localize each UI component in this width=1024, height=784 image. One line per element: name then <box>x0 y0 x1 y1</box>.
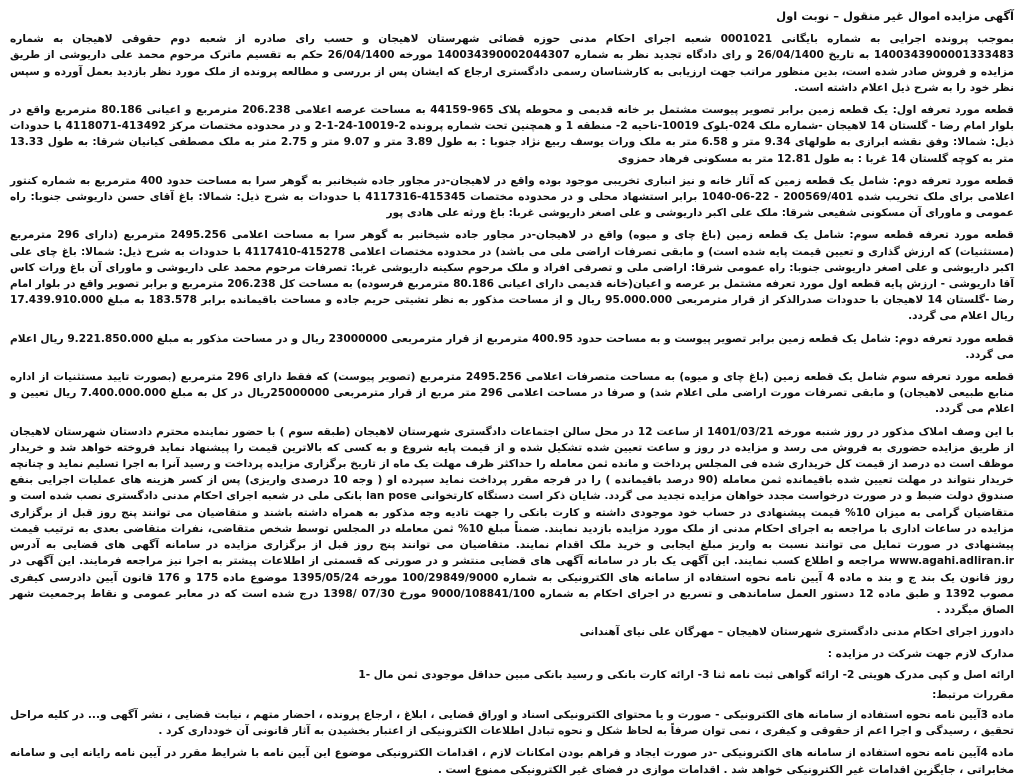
signature-line: دادورز اجرای احکام مدنی دادگستری شهرستان لاهیجان – مهرگان علی نیای آهندانی <box>579 626 1014 639</box>
lot-two-valuation-paragraph: قطعه مورد تعرفه دوم: شامل یک قطعه زمین برابر تصویر پیوست و به مساحت حدود 400.95 مترمربع از قرار مترمربعی 23000000 ریال و در مساحت مذکور به مبلغ 9.221.850.000 ریال اعلام می گردد. <box>10 332 1014 361</box>
lot-three-valuation-paragraph: قطعه مورد تعرفه سوم شامل یک قطعه زمین (باغ چای و میوه) به مساحت متصرفات اعلامی 2495.256 مترمربع (تصویر پیوست) که فقط دارای 296 مترمربع (بصورت تایید مستثنیات از اداره منابع طبیعی لاهیجان) و مابقی تصرفات مورت اراضی ملی اعلام شد) و صرفا در مساحت اعلامی 296 متر مربع از قرار مترمربعی 25000000ریال در کل به مبلغ 7.400.000.000 ریال تعیین و اعلام می گردد. <box>10 371 1015 416</box>
regulations-label: مقررات مرتبط: <box>932 688 1014 701</box>
regulation-article-3: ماده 3آیین نامه نحوه استفاده از سامانه های الکترونیکی - صورت و یا محتوای الکترونیکی اسناد و اوراق قضایی ، ابلاغ ، ارجاع پرونده ، احضار متهم ، نیابت قضایی ، نشر آگهی و... در کلیه مراحل تحقیق ، رسیدگی و اجرا اعم از حقوقی و کیفری ، نمی توان صرفاً به لحاظ شکل و نحوه تبادل اطلاعات الکترونیکی از اعتبار بخشیدن به آثار قانونی آن خودداری کرد . <box>10 708 1014 738</box>
lot-three-paragraph: قطعه مورد تعرفه قطعه سوم: شامل یک قطعه زمین (باغ چای و میوه) واقع در لاهیجان-در مجاور جاده شیخانبر به گوهر سرا به مساحت اعلامی 2495.256 مترمربع (دارای 296 مترمربع (مستثنیات) که ارزش گذاری و تعیین قیمت پایه شده است) و مابقی تصرفات اراضی ملی می باشد) در محدوده مختصات اعلامی 415278-4117410 با حدودات به شرح ذیل: شمالا: باغ چای علی اکبر داریوشی و علی اصغر داریوشی جنوبا: راه عمومی شرقا: اراضی ملی و تصرفی افراد و ملک مرحوم سکینه داریوشی غربا: تصرفات مرحوم محمد علی داریوشی و ماورای آن باغ ورات کاس آقا داریوشی - ارزش پایه قطعه اول مورد تعرفه مشتمل بر عرصه و اعیان(خانه قدیمی دارای اعیانی 80.186 مترمربع فرسوده) به مساحت کل 206.238 مترمربع و برابر تصویر واقع در بلوار امام رضا -گلستان 14 لاهیجان با حدودات صدرالذکر از قرار مترمربعی 95.000.000 ریال و از مساحت مذکور به نظر تشیتی حریم جاده و مساحت باقیمانده برابر 183.578 به مبلغ 17.439.910.000 ریال اعلام می گردد. <box>10 229 1014 323</box>
required-docs-text: ارائه اصل و کپی مدرک هویتی 2- ارائه گواهی ثبت نامه ثنا 3- ارائه کارت بانکی و رسید بانکی مبین حداقل موجودی ثمن مال -1 <box>358 668 1014 681</box>
lot-two-paragraph: قطعه مورد تعرفه دوم: شامل یک قطعه زمین که آثار خانه و نیز انباری تخریبی موجود بوده واقع در لاهیجان-در مجاور جاده شیخانبر به گوهر سرا به مساحت حدود 400 مترمربع به شماره کنتور اعلامی برای ملک تخریب شده 200569/401 - 22-06-1040 برابر استشهاد محلی و در محدوده مختصات 415345-4117316 با حدودات به شرح ذیل: شمالا: باغ آقای حسن داریوشی جنوبا: راه عمومی و ماورای آن مسکونی شفیعی شرقا: ملک علی اکبر داریوشی و علی اصغر داریوشی غربا: باغ ورثه علی هادی پور <box>10 174 1014 220</box>
regulation-article-4: ماده 4آیین نامه نحوه استفاده از سامانه های الکترونیکی -در صورت ایجاد و فراهم بودن امکانات لازم ، اقدامات الکترونیکی موضوع این آیین نامه با شرایط مقرر در آیین نامه رایانه ایی و سامانه مخابراتی ، جایگزین اقدامات غیر الکترونیکی خواهد شد . اقدامات موازی در فضای غیر الکترونیکی ممنوع است . <box>10 747 1014 776</box>
lot-one-paragraph: قطعه مورد تعرفه اول: یک قطعه زمین برابر تصویر پیوست مشتمل بر خانه قدیمی و محوطه پلاک 965-44159 به مساحت عرصه اعلامی 206.238 مترمربع و اعیانی 80.186 مترمربع واقع در بلوار امام رضا - گلستان 14 لاهیجان -شماره ملک 024-بلوک 10019-ناحیه 2- منطقه 1 و همچنین تحت شماره پرونده 2-10019-24-1-2 و در محدوده مختصات مرکز 413492-4118071 با حدودات ذیل: شمالا: وفق نقشه ابرازی به طولهای 9.34 متر و 6.58 متر به ملک ورات یوسف ربیع نژاد جنوبا : به طول 3.89 متر و 9.07 متر و 2.75 متر به ملک مصطفی کیانیان شرقا: به طول 13.33 متر به کوچه گلستان 14 غربا : به طول 12.81 متر به مسکونی فرهاد حمزوی <box>10 104 1014 165</box>
auction-terms-paragraph: با این وصف املاک مذکور در روز شنبه مورخه 1401/03/21 از ساعت 12 در محل سالن اجتماعات دادگستری شهرستان لاهیجان (طبقه سوم ) با حضور نماینده محترم دادستان شهرستان لاهیجان از طریق مزایده حضوری به فروش می رسد و مزایده در روز و ساعت تعیین شده تشکیل شده و از قیمت پایه شروع و به کسی که بالاترین قیمت را پیشنهاد نماید فروخته خواهد شد و خریدار موظف است ده درصد از قیمت کل خریداری شده فی المجلس پرداخت و مانده ثمن معامله را حداکثر ظرف مهلت یک ماه از تاریخ برگزاری مزایده پرداخت و رسید آنرا به اجرا تسلیم نماید و چنانچه خریدار نتواند در مهلت تعیین شده باقیمانده ثمن معامله (90 درصد باقیمانده ) را در فرجه مقرر پرداخت نماید سپرده او ( وجه 10 درصدی واریزی) پس از کسر هزینه های عملیات اجرایی بنفع صندوق دولت ضبط و در صورت درخواست مجدد خواهان مزایده تجدید می گردد. شایان ذکر است دستگاه کارتخوانی lan pose بانکی ملی در شعبه اجرای احکام مدنی دادگستری نصب شده است و متقاضیان گرامی به میزان 10% قیمت پیشنهادی در حساب خود موجودی داشته و کارت بانکی را جهت تادیه وجه مذکور به همراه داشته باشند و متقاضیان می توانند پنج روز قبل از برگزاری مزایده در ساعات اداری با مراجعه به اجرای احکام مدنی از ملک مورد مزایده بازدید نمایند. ضمناً مبلغ 10% ثمن معامله در المجلس توسط شخص متقاضی، نفرات متقاضی بعدی به ترتیب قیمت پیشنهادی در صورت تمایل می توانند نسبت به واریز مبلغ ایجابی و خرید ملک اقدام نمایند. متقاضیان می توانند پنج روز قبل از برگزاری مزایده در سامانه آگهی های قضایی به آدرس www.agahi.adliran.ir مراجعه و اطلاع کسب نمایند. این آگهی یک بار در سامانه آگهی های قضایی منتشر و در صورتی که قسمتی از اطلاعات پیشتر به اجرا نیز مراجعه فرمایند. این آگهی در روز قانون یک بند ج و بند ه ماده 4 آیین نامه نحوه استفاده از سامانه های الکترونیکی به شماره 100/29849/9000 مورخه 1395/05/24 موضوع ماده 175 و 176 قانون آیین دادرسی کیفری مصوب 1392 و طبق ماده 12 دستور العمل ساماندهی و تسریع در اجرای احکام به شماره 9000/108841/100 مورخ 07/30 /1398 درج شده است که در معابر عمومی و نقاط پرجمعیت شهر الصاق میگردد . <box>10 425 1015 616</box>
intro-paragraph: بموجب پرونده اجرایی به شماره بایگانی 0001021 شعبه اجرای احکام مدنی حوزه قضائی شهرستان لاهیجان و حسب رای صادره از شعبه دوم حقوقی لاهیجان به شماره 1400343900001333483 به تاریخ 26/04/1400 و رای دادگاه تجدید نظر به شماره 140034390002044307 مورخه 26/04/1400 حکم به تقسیم ماترک مرحوم محمد علی داریوشی از طریق مزایده و فروش صادر شده است، بدین منظور مراتب جهت ارزیابی به کارشناسان رسمی دادگستری ارجاع که ایشان پس از بررسی و مطالعه پرونده از ملک مورد نظر بازدید بعمل آورده و سپس نظر خود را به شرح ذیل اعلام داشته است. <box>10 33 1014 94</box>
notice-title: آگهی مزایده اموال غیر منقول – نوبت اول <box>776 9 1014 23</box>
required-docs-label: مدارک لازم جهت شرکت در مزایده : <box>827 648 1014 661</box>
